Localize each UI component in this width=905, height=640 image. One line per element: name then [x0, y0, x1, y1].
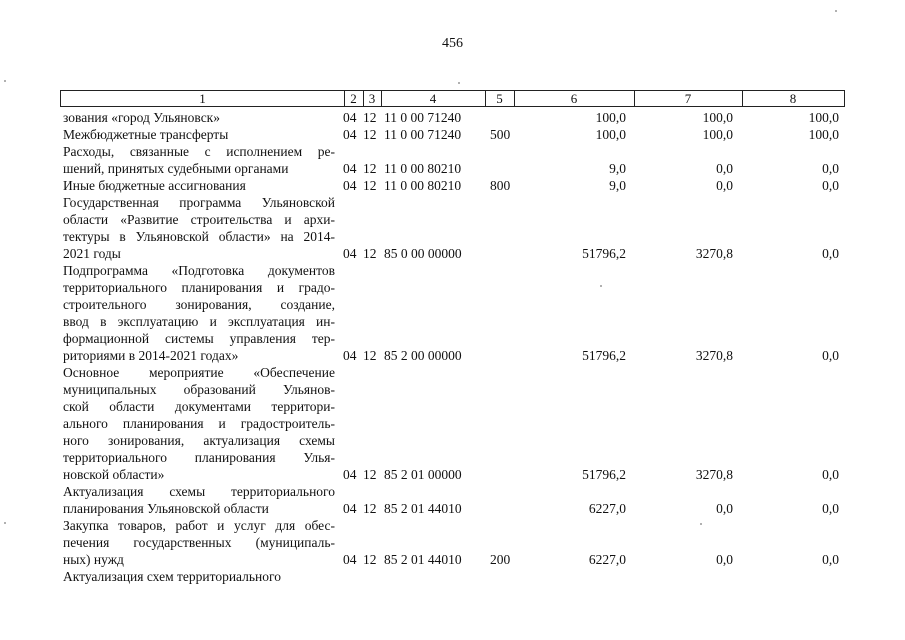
description-line: Основное мероприятие «Обеспечение — [63, 365, 335, 380]
cell-col-8: 0,0 — [822, 501, 839, 516]
cell-col-6: 6227,0 — [588, 552, 626, 567]
description-line: Подпрограмма «Подготовка документов — [63, 263, 335, 278]
description-line: территориального планирования и градо- — [63, 280, 335, 295]
description-line: формационной системы управления тер- — [63, 331, 335, 346]
row-description — [63, 143, 335, 177]
description-line: ального планирования и градостроитель- — [63, 416, 335, 431]
cell-col-8: 0,0 — [822, 178, 839, 193]
cell-col-8: 100,0 — [808, 127, 839, 142]
cell-col-3: 12 — [363, 161, 377, 176]
cell-col-7: 0,0 — [716, 552, 733, 567]
cell-col-5: 500 — [490, 127, 511, 142]
cell-col-7 — [650, 568, 733, 585]
description-line: ных) нужд — [63, 552, 124, 567]
page-number: 456 — [442, 36, 463, 51]
cell-col-6: 51796,2 — [582, 467, 626, 482]
header-col-2: 2 — [344, 91, 364, 106]
cell-col-7: 100,0 — [702, 127, 733, 142]
cell-col-3: 12 — [363, 178, 377, 193]
table-row — [0, 109, 905, 126]
cell-col-4: 11 0 00 71240 — [384, 127, 462, 142]
description-line: Закупка товаров, работ и услуг для обес- — [63, 518, 335, 533]
cell-col-6: 100,0 — [595, 127, 626, 142]
description-line: тектуры в Ульяновской области» на 2014- — [63, 229, 335, 244]
table-row — [0, 177, 905, 194]
cell-col-6: 9,0 — [609, 178, 626, 193]
cell-col-2: 04 — [343, 161, 357, 176]
row-description — [63, 194, 335, 262]
table-row — [0, 126, 905, 143]
cell-col-3: 12 — [363, 110, 377, 125]
cell-col-6: 51796,2 — [582, 246, 626, 261]
cell-col-2: 04 — [343, 467, 357, 482]
cell-col-7: 0,0 — [716, 178, 733, 193]
cell-col-4: 11 0 00 71240 — [384, 110, 462, 125]
cell-col-2: 04 — [343, 501, 357, 516]
cell-col-8: 0,0 — [822, 246, 839, 261]
scan-speck — [835, 10, 837, 12]
cell-col-8: 0,0 — [822, 161, 839, 176]
cell-col-3: 12 — [363, 246, 377, 261]
description-line: шений, принятых судебными органами — [63, 161, 289, 176]
description-line: области «Развитие строительства и архи- — [63, 212, 335, 227]
description-line: ввод в эксплуатацию и эксплуатация ин- — [63, 314, 335, 329]
description-line: Межбюджетные трансферты — [63, 127, 229, 142]
cell-col-7: 0,0 — [716, 501, 733, 516]
description-line: строительного зонирования, создание, — [63, 297, 335, 312]
description-line: ской области документами территори- — [63, 399, 335, 414]
cell-col-2: 04 — [343, 348, 357, 363]
description-line: риториями в 2014-2021 годах» — [63, 348, 239, 363]
table-header-row — [60, 90, 845, 107]
cell-col-6: 51796,2 — [582, 348, 626, 363]
description-line: муниципальных образований Ульянов- — [63, 382, 335, 397]
cell-col-6: 6227,0 — [588, 501, 626, 516]
header-col-4: 4 — [381, 91, 486, 106]
scan-speck — [4, 522, 6, 524]
header-col-8: 8 — [789, 91, 797, 106]
scan-speck — [700, 523, 702, 525]
cell-col-3: 12 — [363, 552, 377, 567]
description-line: Актуализация схем территориального — [63, 569, 281, 584]
cell-col-2: 04 — [343, 246, 357, 261]
cell-col-8: 100,0 — [808, 110, 839, 125]
cell-col-2: 04 — [343, 178, 357, 193]
scan-speck — [4, 80, 6, 82]
cell-col-5: 800 — [490, 178, 511, 193]
cell-col-5: 200 — [490, 552, 511, 567]
cell-col-7: 3270,8 — [695, 246, 733, 261]
cell-col-2: 04 — [343, 552, 357, 567]
cell-col-3: 12 — [363, 127, 377, 142]
cell-col-2: 04 — [343, 110, 357, 125]
description-line: 2021 годы — [63, 246, 121, 261]
description-line: Иные бюджетные ассигнования — [63, 178, 246, 193]
table-row — [0, 194, 905, 262]
cell-col-8: 0,0 — [822, 467, 839, 482]
cell-col-7: 3270,8 — [695, 348, 733, 363]
header-col-5: 5 — [485, 91, 515, 106]
row-description — [63, 262, 335, 364]
description-line: печения государственных (муниципаль- — [63, 535, 335, 550]
description-line: планирования Ульяновской области — [63, 501, 269, 516]
description-line: Государственная программа Ульяновской — [63, 195, 335, 210]
cell-col-3: 12 — [363, 348, 377, 363]
description-line: Расходы, связанные с исполнением ре- — [63, 144, 335, 159]
cell-col-6: 100,0 — [595, 110, 626, 125]
row-description — [63, 568, 335, 585]
table-row — [0, 262, 905, 364]
cell-col-8: 0,0 — [822, 348, 839, 363]
table-row — [0, 364, 905, 483]
table-row — [0, 143, 905, 177]
cell-col-3: 12 — [363, 501, 377, 516]
row-description — [63, 109, 335, 126]
cell-col-6 — [540, 568, 626, 585]
cell-col-4: 85 2 00 00000 — [384, 348, 462, 363]
row-description — [63, 177, 335, 194]
cell-col-7: 3270,8 — [695, 467, 733, 482]
cell-col-7: 0,0 — [716, 161, 733, 176]
cell-col-8: 0,0 — [822, 552, 839, 567]
cell-col-4: 11 0 00 80210 — [384, 178, 462, 193]
cell-col-4: 85 2 01 44010 — [384, 501, 462, 516]
header-col-7: 7 — [634, 91, 743, 106]
description-line: зования «город Ульяновск» — [63, 110, 220, 125]
scan-speck — [458, 82, 460, 84]
description-line: новской области» — [63, 467, 165, 482]
cell-col-2: 04 — [343, 127, 357, 142]
cell-col-4: 11 0 00 80210 — [384, 161, 462, 176]
cell-col-4: 85 2 01 00000 — [384, 467, 462, 482]
table-row — [0, 483, 905, 517]
description-line: территориального планирования Улья- — [63, 450, 335, 465]
table-row — [0, 517, 905, 568]
description-line: ного зонирования, актуализация схемы — [63, 433, 335, 448]
cell-col-8 — [750, 568, 839, 585]
cell-col-3: 12 — [363, 467, 377, 482]
cell-col-6: 9,0 — [609, 161, 626, 176]
cell-col-7: 100,0 — [702, 110, 733, 125]
cell-col-4: 85 0 00 00000 — [384, 246, 462, 261]
row-description — [63, 483, 335, 517]
description-line: Актуализация схемы территориального — [63, 484, 335, 499]
scan-speck — [600, 285, 602, 287]
row-description — [63, 126, 335, 143]
table-row — [0, 568, 905, 585]
cell-col-4: 85 2 01 44010 — [384, 552, 462, 567]
header-col-3: 3 — [363, 91, 382, 106]
row-description — [63, 517, 335, 568]
row-description — [63, 364, 335, 483]
header-col-6: 6 — [514, 91, 635, 106]
header-col-1: 1 — [61, 91, 345, 106]
